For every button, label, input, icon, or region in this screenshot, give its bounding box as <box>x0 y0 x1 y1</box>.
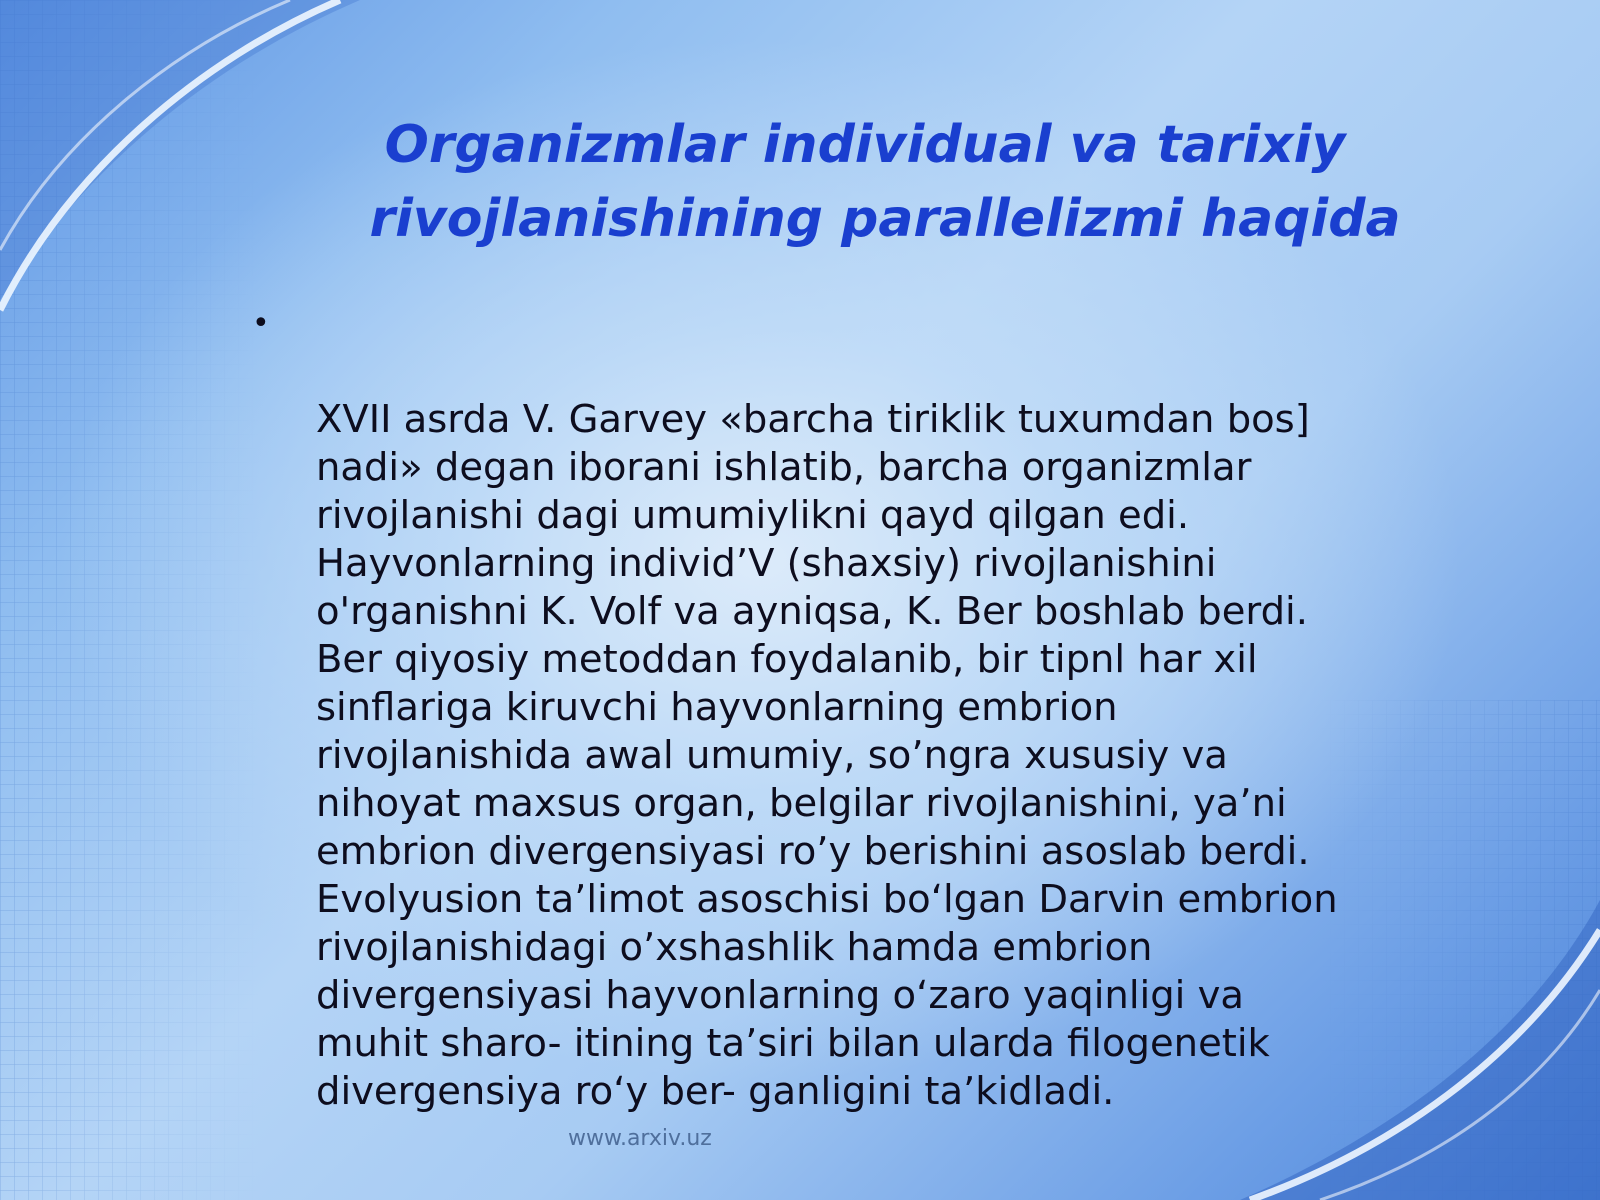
body-paragraph: XVII asrda V. Garvey «barcha tiriklik tuxumdan bos] nadi» degan iborani ishlatib, barcha organizmlar rivojlanishi dagi umumiylikni qayd qilgan edi. Hayvonlarning individ’V (shaxsiy) rivojlanishini o'rganishni K. Volf va ayniqsa, K. Ber boshlab berdi. Ber qiyosiy metoddan foydalanib, bir tipnl har xil sinflariga kiruvchi hayvonlarning embrion rivojlanishida awal umumiy, so’ngra xususiy va nihoyat maxsus organ, belgilar rivojlanishini, ya’ni embrion divergensiyasi ro’y berishini asoslab berdi. Evolyusion ta’limot asoschisi bo‘lgan Darvin embrion rivojlanishidagi o’xshashlik hamda embrion divergensiyasi hayvonlarning o‘zaro yaqinligi va muhit sharo- itining ta’siri bilan ularda filogenetik divergensiya ro‘y ber- ganligini ta’kidladi. <box>316 397 1338 1114</box>
footer-url: www.arxiv.uz <box>568 1126 712 1151</box>
slide-title-line-1: Organizmlar individual va tarixiy <box>384 115 1346 175</box>
bullet-list <box>250 300 1420 1116</box>
bullet-icon: • <box>252 306 270 341</box>
list-item <box>250 300 1420 1116</box>
slide-title <box>300 108 1430 256</box>
slide-title-line-2: rivojlanishining parallelizmi haqida <box>369 189 1401 249</box>
